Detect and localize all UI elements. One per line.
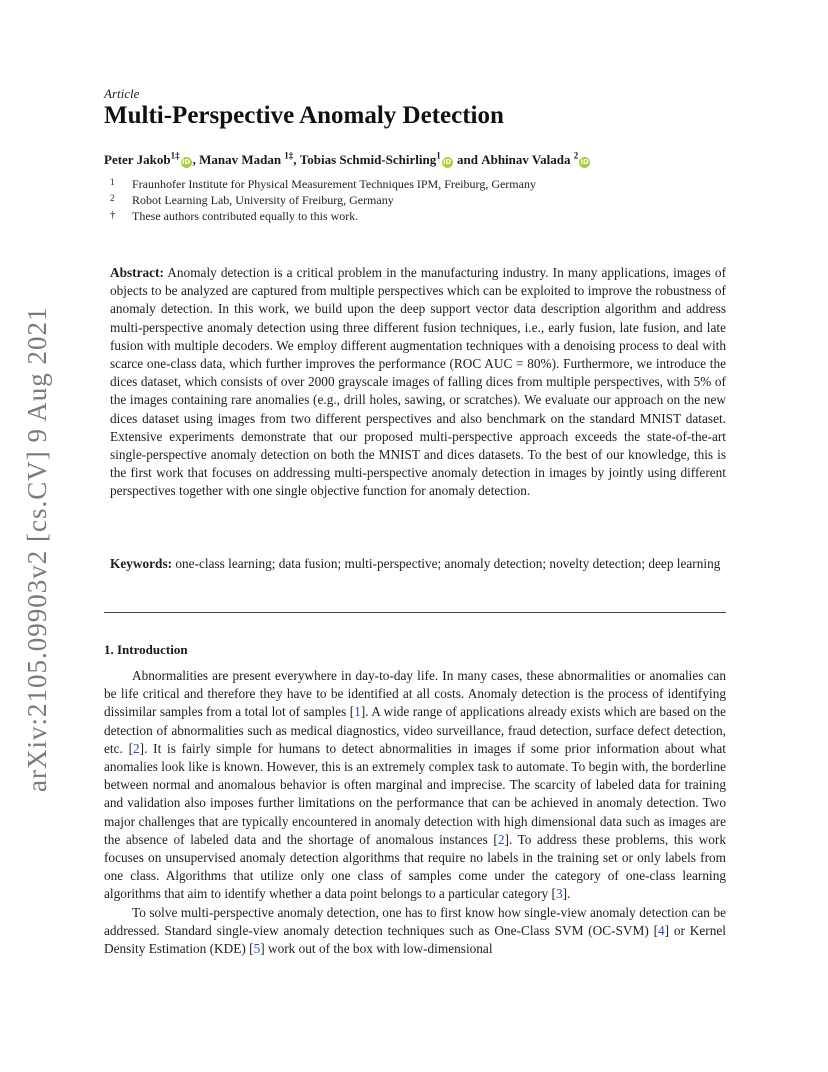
arxiv-identifier: arXiv:2105.09903v2 [cs.CV] 9 Aug 2021 bbox=[22, 306, 52, 792]
author-3: Tobias Schmid-Schirling$^1$ bbox=[299, 150, 441, 167]
orcid-icon[interactable]: iD bbox=[443, 158, 452, 166]
paper-title: Multi-Perspective Anomaly Detection bbox=[104, 102, 504, 129]
keywords-label: Keywords: bbox=[110, 556, 173, 571]
citation-link[interactable]: 2 bbox=[497, 831, 505, 847]
citation-link[interactable]: 2 bbox=[133, 740, 140, 756]
keywords-text: one-class learning; data fusion; multi-perspective; anomaly detection; novelty detection; deep learning bbox=[175, 556, 721, 571]
section-heading: 1. Introduction bbox=[104, 642, 188, 657]
introduction-body bbox=[104, 667, 726, 958]
affiliation-item: 2 Robot Learning Lab, University of Freiburg, Germany bbox=[110, 193, 394, 207]
affiliations bbox=[110, 177, 536, 225]
citation-link[interactable]: 1 bbox=[354, 704, 361, 720]
keywords bbox=[110, 555, 726, 573]
paragraph: Abnormalities are present everywhere in day-to-day life. In many cases, these abnormalities or anomalies can be life critical and therefore they have to be identified at all costs. Anomaly detection is the process of identifying dissimilar samples from a total lot of samples [1]. A wide range of applications already exists which are based on the detection of abnormalities such as medical diagnostics, video surveillance, fraud detection, surface defect detection, etc. [2]. It is fairly simple for humans to detect abnormalities in images if some prior information about what anomalies look like is known. However, this is an extremely complex task to automate. To begin with, the borderline between normal and anomalous behavior is often marginal and imprecise. The scarcity of labeled data for training and validation also imposes further limitations on the performance that can be achieved in anomaly detection. Two major challenges that are typically encountered in anomaly detection with high dimensional data such as images are the absence of labeled data and the shortage of anomalous instances [2]. To address these problems, this work focuses on unsupervised anomaly detection algorithms that require no labels in the training set or only labels from one class. Algorithms that utilize only one class of samples come under the category of one-class learning algorithms that aim to identify whether a data point belongs to a particular category [3]. bbox=[104, 668, 727, 902]
abstract bbox=[110, 264, 726, 501]
author-list: Peter Jakob$^{1\ddagger}$ iD , Manav Madan $^{1\ddagger}$ , Tobias Schmid-Schirling$^1$ iD and Abhinav Valada $^2$ iD bbox=[104, 150, 589, 167]
abstract-label: Abstract: bbox=[110, 265, 164, 280]
orcid-icon[interactable]: iD bbox=[580, 158, 589, 166]
section-divider bbox=[104, 612, 726, 613]
orcid-icon[interactable]: iD bbox=[181, 158, 191, 166]
affiliation-item: 1 Fraunhofer Institute for Physical Measurement Techniques IPM, Freiburg, Germany bbox=[110, 177, 536, 191]
citation-link[interactable]: 5 bbox=[253, 941, 261, 957]
abstract-text: Anomaly detection is a critical problem in the manufacturing industry. In many applications, images of objects to be analyzed are captured from multiple perspectives which can be exploited to improve the robustness of anomaly detection. In this work, we build upon the deep support vector data description algorithm and address multi-perspective anomaly detection using three different fusion techniques, i.e., early fusion, late fusion, and late fusion with multiple decoders. We employ different augmentation techniques with a denoising process to deal with scarce one-class data, which further improves the performance (ROC AUC = 80%). Furthermore, we introduce the dices dataset, which consists of over 2000 grayscale images of falling dices from multiple perspectives, with 5% of the images containing rare anomalies (e.g., drill holes, sawing, or scratches). We evaluate our approach on the new dices dataset using images from two different perspectives and also benchmark on the standard MNIST dataset. Extensive experiments demonstrate that our proposed multi-perspective approach exceeds the state-of-the-art single-perspective anomaly detection on both the MNIST and dices datasets. To the best of our knowledge, this is the first work that focuses on addressing multi-perspective anomaly detection in images by jointly using different perspectives together with one single objective function for anomaly detection. bbox=[110, 265, 727, 499]
author-4: Abhinav Valada $^2$ bbox=[481, 150, 579, 167]
affiliation-item: † These authors contributed equally to this work. bbox=[110, 209, 359, 223]
citation-link[interactable]: 3 bbox=[555, 886, 563, 902]
author-2: Manav Madan $^{1\ddagger}$ bbox=[199, 150, 294, 167]
paragraph: To solve multi-perspective anomaly detection, one has to first know how single-view anomaly detection can be addressed. Standard single-view anomaly detection techniques such as One-Class SVM (OC-SVM) [4] or Kernel Density Estimation (KDE) [5] work out of the box with low-dimensional bbox=[104, 904, 726, 957]
citation-link[interactable]: 4 bbox=[658, 922, 665, 938]
article-type-label: Article bbox=[104, 86, 140, 101]
author-1: Peter Jakob$^{1\ddagger}$ bbox=[104, 150, 180, 167]
